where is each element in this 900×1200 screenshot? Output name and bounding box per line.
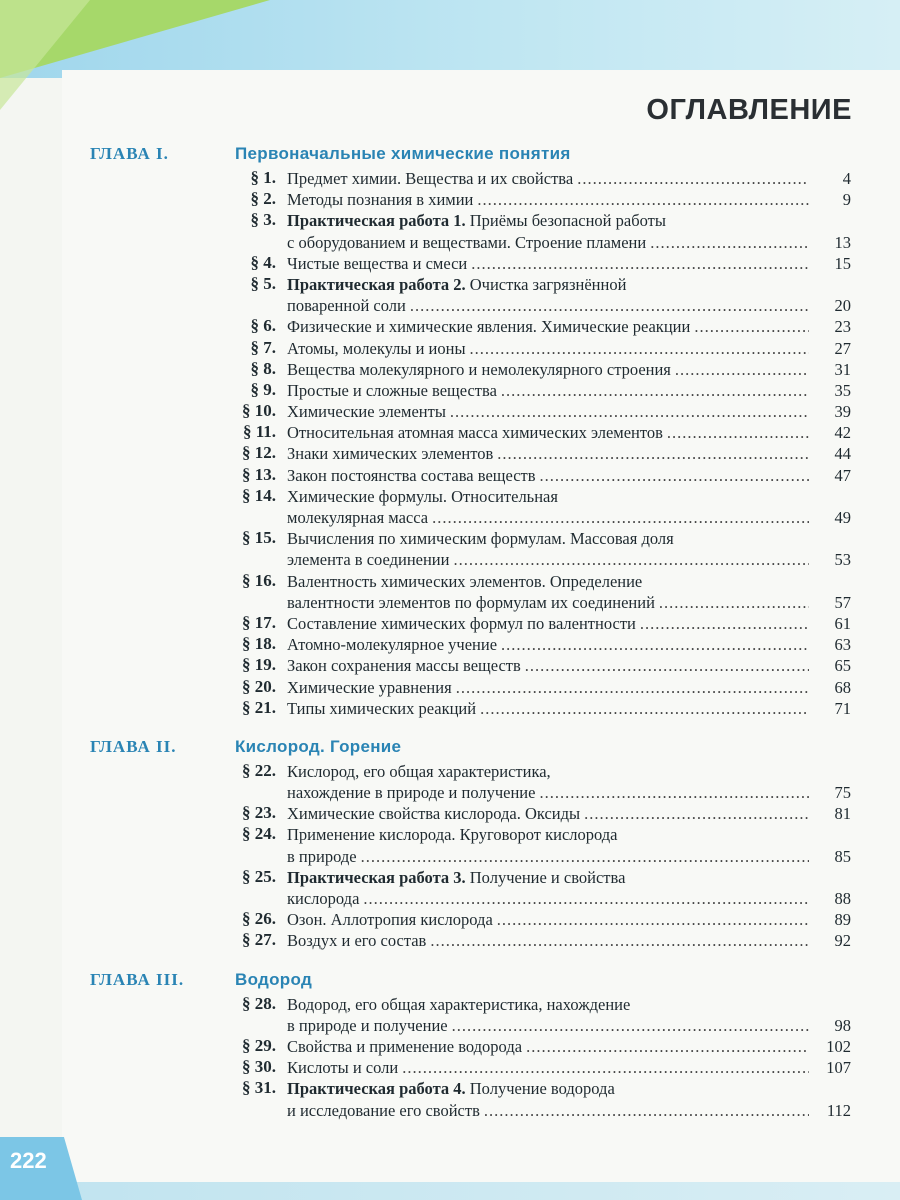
entry-line <box>0 443 900 464</box>
section-number: § 2. <box>250 189 276 209</box>
entry-text: Химические уравнения <box>287 677 452 697</box>
section-number: § 19. <box>242 655 276 675</box>
page-number: 75 <box>834 783 851 803</box>
entry-text: Получение водорода <box>465 1079 615 1099</box>
chapter <box>0 733 900 952</box>
dot-leader <box>410 295 809 316</box>
toc-entry[interactable] <box>0 401 900 422</box>
entry-text: с оборудованием и веществами. Строение пламени <box>287 232 647 252</box>
toc-entry[interactable] <box>0 994 900 1036</box>
section-number: § 21. <box>242 697 276 717</box>
section-number: § 18. <box>242 634 276 654</box>
section-number: § 9. <box>250 379 276 399</box>
chapter-title: Кислород. Горение <box>235 736 402 756</box>
page-number: 35 <box>834 380 851 400</box>
entry-text: Очистка загрязнённой <box>465 274 627 294</box>
toc-entry[interactable] <box>0 380 900 401</box>
chapter-title: Водород <box>235 969 313 989</box>
entry-line <box>287 761 809 782</box>
dot-leader <box>471 253 809 274</box>
page-number: 42 <box>834 423 851 443</box>
entry-line <box>287 824 809 845</box>
entry-text: Закон постоянства состава веществ <box>287 465 536 485</box>
section-number: § 31. <box>242 1078 276 1098</box>
entry-line <box>0 507 900 528</box>
dot-leader <box>480 698 809 719</box>
toc-entry[interactable] <box>0 698 900 719</box>
dot-leader <box>453 549 809 570</box>
entry-line <box>0 613 900 634</box>
dot-leader <box>501 380 809 401</box>
entry-line <box>0 888 900 909</box>
entry-text: Химические элементы <box>287 402 446 422</box>
entry-line <box>0 338 900 359</box>
page-number: 31 <box>834 359 851 379</box>
entry-line <box>287 486 809 507</box>
dot-leader <box>539 782 809 803</box>
entry-text: Озон. Аллотропия кислорода <box>287 910 493 930</box>
toc-entry[interactable] <box>0 486 900 528</box>
page-number: 81 <box>834 804 851 824</box>
dot-leader <box>659 592 809 613</box>
toc-entry[interactable] <box>0 634 900 655</box>
toc-entry[interactable] <box>0 274 900 316</box>
dot-leader <box>477 189 809 210</box>
page-title: ОГЛАВЛЕНИЕ <box>646 94 852 126</box>
entry-line <box>0 634 900 655</box>
dot-leader <box>484 1100 809 1121</box>
chapter-gap <box>0 952 900 966</box>
entry-text: Закон сохранения массы веществ <box>287 656 521 676</box>
toc-entry[interactable] <box>0 528 900 570</box>
toc-entry[interactable] <box>0 761 900 803</box>
entry-text: Кислород, его общая характеристика, <box>287 761 551 781</box>
entry-line <box>0 253 900 274</box>
toc-entry[interactable] <box>0 803 900 824</box>
page-number: 47 <box>834 465 851 485</box>
toc-entry[interactable] <box>0 422 900 443</box>
entry-text: Валентность химических элементов. Определение <box>287 571 643 591</box>
entry-line <box>0 655 900 676</box>
entry-text: в природе <box>287 846 357 866</box>
page-number: 61 <box>834 613 851 633</box>
entry-text: Свойства и применение водорода <box>287 1036 523 1056</box>
entry-line <box>0 422 900 443</box>
chapter-label: ГЛАВА I. <box>90 144 169 163</box>
entry-text: Химические свойства кислорода. Оксиды <box>287 804 581 824</box>
dot-leader <box>432 507 809 528</box>
entry-line <box>287 1078 809 1099</box>
page-number: 68 <box>834 677 851 697</box>
entry-line <box>0 846 900 867</box>
entry-line <box>0 549 900 570</box>
entry-text: Атомно-молекулярное учение <box>287 635 498 655</box>
chapter-heading <box>0 733 900 761</box>
practical-work-label: Практическая работа 1. <box>287 211 466 231</box>
page-number: 39 <box>834 402 851 422</box>
toc-entry[interactable] <box>0 909 900 930</box>
page-number: 71 <box>834 698 851 718</box>
entry-text: поваренной соли <box>287 296 406 316</box>
page-number-folio: 222 <box>10 1148 47 1173</box>
entry-line <box>0 1036 900 1057</box>
entry-text: Составление химических формул по валентности <box>287 613 636 633</box>
entry-text: Методы познания в химии <box>287 190 474 210</box>
dot-leader <box>694 316 809 337</box>
entry-line <box>0 1057 900 1078</box>
page-number: 89 <box>834 910 851 930</box>
toc-entry[interactable] <box>0 338 900 359</box>
section-number: § 3. <box>250 210 276 230</box>
entry-line <box>0 189 900 210</box>
section-number: § 4. <box>250 252 276 272</box>
page-number: 9 <box>842 190 851 210</box>
entry-text: молекулярная масса <box>287 508 429 527</box>
entry-text: Знаки химических элементов <box>287 444 494 464</box>
dot-leader <box>526 1036 809 1057</box>
entry-text: Получение и свойства <box>465 867 626 887</box>
entry-line <box>287 210 809 231</box>
page-number: 13 <box>834 232 851 252</box>
entry-line <box>287 994 809 1015</box>
toc-entry[interactable] <box>0 1036 900 1057</box>
entry-line <box>0 465 900 486</box>
entry-text: Водород, его общая характеристика, нахождение <box>287 994 631 1014</box>
page-number: 27 <box>834 338 851 358</box>
dot-leader <box>402 1057 809 1078</box>
entry-text: Относительная атомная масса химических элементов <box>287 423 663 443</box>
toc-entry[interactable] <box>0 930 900 951</box>
section-number: § 28. <box>242 993 276 1013</box>
entry-line <box>287 571 809 592</box>
chapter-label: ГЛАВА III. <box>90 969 185 989</box>
toc-entry[interactable] <box>0 210 900 252</box>
section-number: § 10. <box>242 401 276 421</box>
dot-leader <box>363 888 809 909</box>
dot-leader <box>525 655 809 676</box>
entry-line <box>287 274 809 295</box>
entry-line <box>0 930 900 951</box>
entry-line <box>0 359 900 380</box>
entry-line <box>0 909 900 930</box>
bottom-decor-band <box>0 1182 900 1200</box>
page-number: 102 <box>826 1036 851 1056</box>
entry-line <box>0 592 900 613</box>
section-number: § 15. <box>242 528 276 548</box>
dot-leader <box>650 232 809 253</box>
toc-entry[interactable] <box>0 867 900 909</box>
dot-leader <box>501 634 809 655</box>
section-number: § 16. <box>242 570 276 590</box>
page-number: 85 <box>834 846 851 866</box>
practical-work-label: Практическая работа 2. <box>287 274 466 294</box>
entry-line <box>0 380 900 401</box>
section-number: § 7. <box>250 337 276 357</box>
dot-leader <box>675 359 809 380</box>
toc-entry[interactable] <box>0 465 900 486</box>
entry-text: Кислоты и соли <box>287 1058 399 1078</box>
toc-entry[interactable] <box>0 359 900 380</box>
entry-text: Физические и химические явления. Химические реакции <box>287 317 691 337</box>
entry-line <box>0 803 900 824</box>
dot-leader <box>361 846 809 867</box>
section-number: § 13. <box>242 464 276 484</box>
entry-text: Воздух и его состав <box>287 931 427 951</box>
page-number: 92 <box>834 931 851 951</box>
section-number: § 11. <box>242 422 276 442</box>
toc-entry[interactable] <box>0 168 900 189</box>
dot-leader <box>667 422 809 443</box>
section-number: § 17. <box>242 612 276 632</box>
entry-text: Химические формулы. Относительная <box>287 486 558 506</box>
toc-entry[interactable] <box>0 189 900 210</box>
table-of-contents <box>0 140 900 1121</box>
section-number: § 25. <box>242 866 276 886</box>
entry-text: элемента в соединении <box>287 550 450 570</box>
dot-leader <box>470 338 809 359</box>
chapter-heading <box>0 140 900 168</box>
practical-work-label: Практическая работа 3. <box>287 867 466 887</box>
entry-text: Применение кислорода. Круговорот кислорода <box>287 825 618 845</box>
page-number: 23 <box>834 317 851 337</box>
section-number: § 26. <box>242 909 276 929</box>
entry-text: Предмет химии. Вещества и их свойства <box>287 169 574 188</box>
toc-entry[interactable] <box>0 655 900 676</box>
entry-text: Вычисления по химическим формулам. Массовая доля <box>287 529 674 549</box>
section-number: § 6. <box>250 316 276 336</box>
page-number: 53 <box>834 550 851 570</box>
section-number: § 29. <box>242 1035 276 1055</box>
toc-entry[interactable] <box>0 571 900 613</box>
entry-text: Типы химических реакций <box>287 698 477 718</box>
dot-leader <box>497 443 809 464</box>
entry-line <box>0 677 900 698</box>
section-number: § 12. <box>242 443 276 463</box>
section-number: § 8. <box>250 358 276 378</box>
page-number: 88 <box>834 889 851 908</box>
dot-leader <box>640 613 809 634</box>
dot-leader <box>456 677 809 698</box>
entry-line <box>287 528 809 549</box>
page-number: 57 <box>834 592 851 612</box>
chapter-heading <box>0 966 900 994</box>
entry-line <box>0 316 900 337</box>
page-number: 65 <box>834 656 851 676</box>
entry-text: валентности элементов по формулам их соединений <box>287 592 655 612</box>
dot-leader <box>540 465 809 486</box>
chapter <box>0 140 900 719</box>
section-number: § 14. <box>242 485 276 505</box>
entry-text: и исследование его свойств <box>287 1100 480 1120</box>
page-number: 49 <box>834 508 851 527</box>
entry-line <box>0 232 900 253</box>
toc-entry[interactable] <box>0 824 900 866</box>
entry-text: Приёмы безопасной работы <box>465 211 666 231</box>
dot-leader <box>497 909 809 930</box>
entry-text: Чистые вещества и смеси <box>287 253 468 273</box>
toc-entry[interactable] <box>0 1078 900 1120</box>
dot-leader <box>430 930 809 951</box>
page-number: 15 <box>834 253 851 273</box>
dot-leader <box>452 1015 809 1036</box>
section-number: § 22. <box>242 760 276 780</box>
chapter-gap <box>0 719 900 733</box>
dot-leader <box>450 401 809 422</box>
dot-leader <box>584 803 809 824</box>
entry-line <box>287 867 809 888</box>
section-number: § 27. <box>242 930 276 950</box>
section-number: § 24. <box>242 824 276 844</box>
toc-entry[interactable] <box>0 253 900 274</box>
entry-line <box>0 1015 900 1036</box>
page-number: 4 <box>842 169 851 188</box>
page-number: 63 <box>834 635 851 655</box>
entry-text: Вещества молекулярного и немолекулярного строения <box>287 359 671 379</box>
entry-line <box>0 698 900 719</box>
dot-leader <box>577 168 809 189</box>
section-number: § 30. <box>242 1057 276 1077</box>
entry-line <box>0 782 900 803</box>
entry-text: кислорода <box>287 889 360 908</box>
entry-line <box>0 168 900 189</box>
section-number: § 23. <box>242 803 276 823</box>
page-number: 112 <box>826 1100 851 1120</box>
page-number: 107 <box>826 1058 851 1078</box>
page-number: 98 <box>834 1015 851 1035</box>
entry-line <box>0 401 900 422</box>
page-number: 44 <box>834 444 851 464</box>
entry-text: нахождение в природе и получение <box>287 783 536 803</box>
toc-entry[interactable] <box>0 613 900 634</box>
chapter-title: Первоначальные химические понятия <box>235 144 571 163</box>
toc-entry[interactable] <box>0 677 900 698</box>
entry-line <box>0 295 900 316</box>
entry-text: Атомы, молекулы и ионы <box>287 338 466 358</box>
chapter-label: ГЛАВА II. <box>90 736 177 756</box>
entry-text: в природе и получение <box>287 1015 448 1035</box>
section-number: § 5. <box>250 273 276 293</box>
entry-line <box>0 1100 900 1121</box>
section-number: § 1. <box>250 168 276 187</box>
toc-entry[interactable] <box>0 443 900 464</box>
toc-entry[interactable] <box>0 316 900 337</box>
practical-work-label: Практическая работа 4. <box>287 1079 466 1099</box>
entry-text: Простые и сложные вещества <box>287 380 497 400</box>
page-number: 20 <box>834 296 851 316</box>
toc-entry[interactable] <box>0 1057 900 1078</box>
chapter <box>0 966 900 1121</box>
section-number: § 20. <box>242 676 276 696</box>
